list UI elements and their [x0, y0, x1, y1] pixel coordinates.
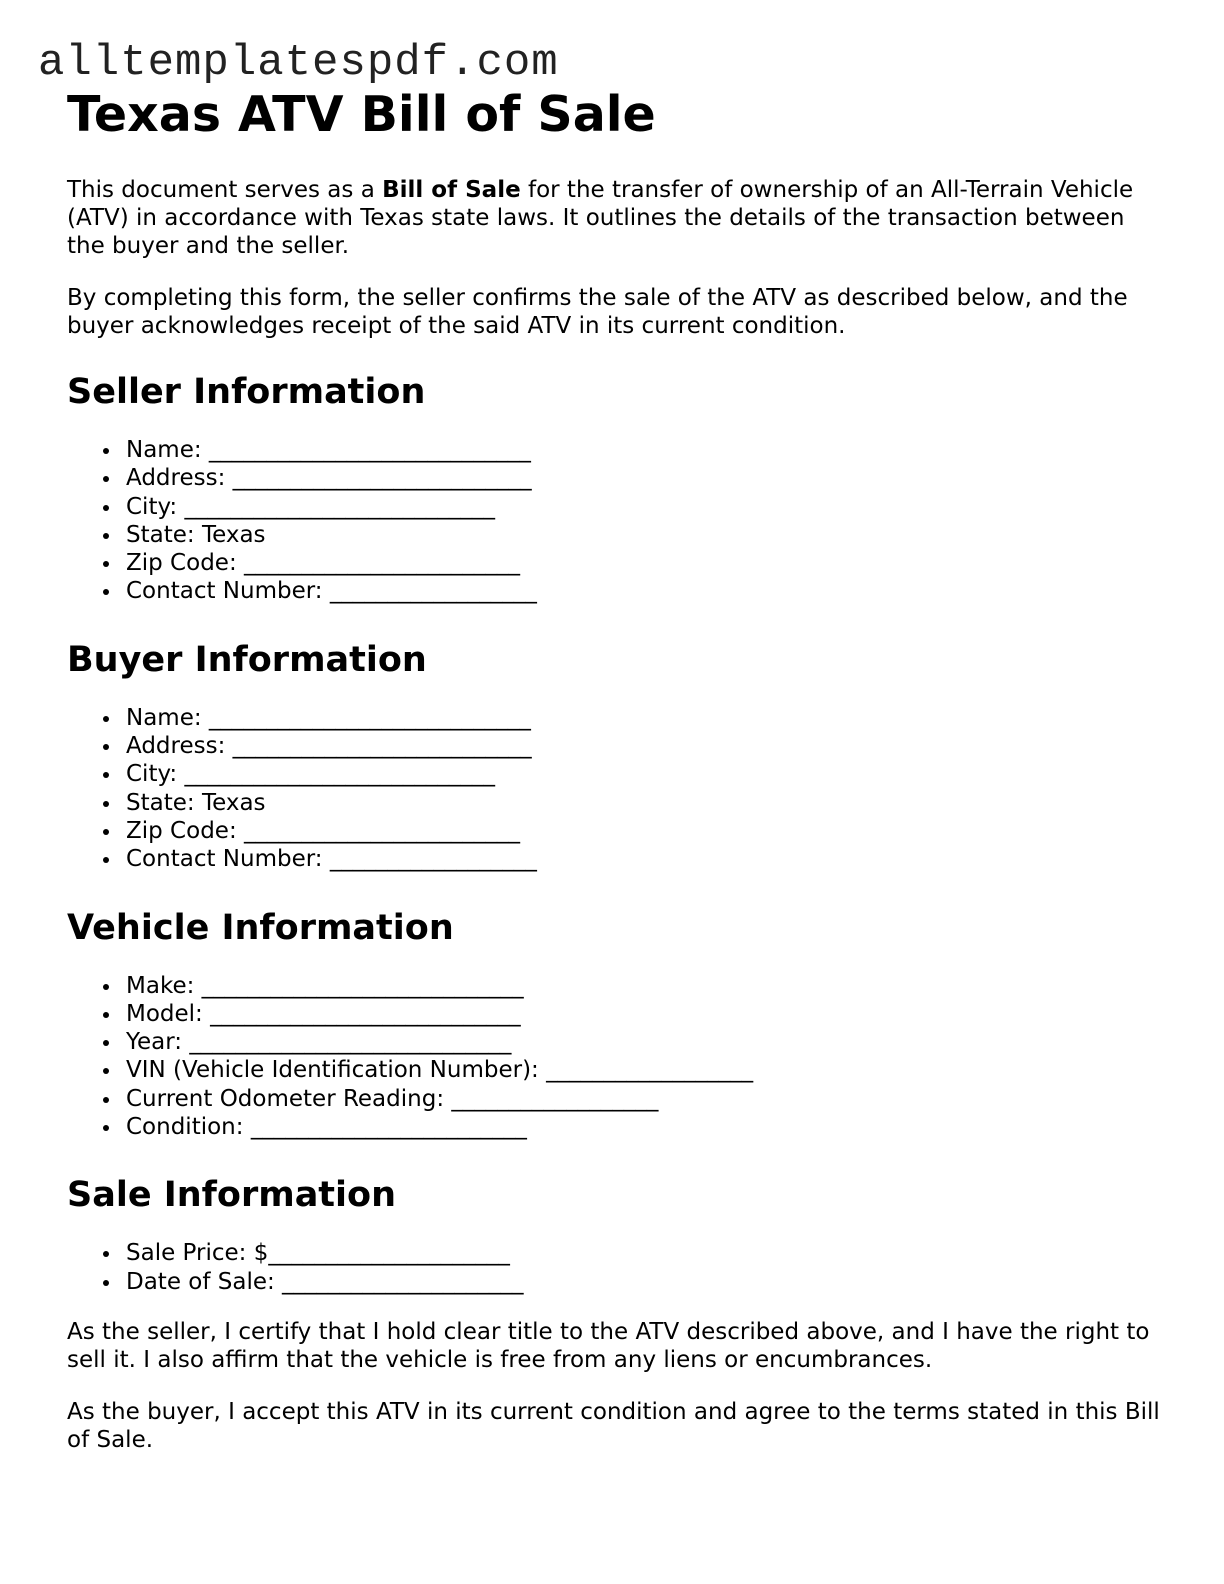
buyer-field-list — [67, 704, 1167, 874]
seller-field-list — [67, 436, 1167, 606]
seller-address-field: Address: __________________________ — [126, 464, 1167, 492]
buyer-city-field: City: ___________________________ — [126, 760, 1167, 788]
vehicle-model-field: Model: ___________________________ — [126, 1000, 1167, 1028]
intro-bold-term: Bill of Sale — [382, 177, 521, 203]
sale-date-field: Date of Sale: _____________________ — [126, 1268, 1167, 1296]
intro-text-end: for the transfer of ownership of an All-Terrain Vehicle (ATV) in accordance with Texas state laws. It outlines the details of the transaction between the buyer and the seller. — [67, 177, 1134, 259]
vehicle-vin-field: VIN (Vehicle Identification Number): __________________ — [126, 1056, 1167, 1084]
seller-name-field: Name: ____________________________ — [126, 436, 1167, 464]
seller-section-heading: Seller Information — [67, 372, 426, 412]
buyer-name-field: Name: ____________________________ — [126, 704, 1167, 732]
sale-price-field: Sale Price: $_____________________ — [126, 1239, 1167, 1267]
site-watermark: alltemplatespdf.com — [38, 38, 559, 88]
buyer-address-field: Address: __________________________ — [126, 732, 1167, 760]
seller-zip-field: Zip Code: ________________________ — [126, 549, 1167, 577]
seller-certification: As the seller, I certify that I hold clear title to the ATV described above, and I have the right to sell it. I also affirm that the vehicle is free from any liens or encumbrances. — [67, 1318, 1150, 1373]
buyer-contact-field: Contact Number: __________________ — [126, 845, 1167, 873]
confirmation-paragraph: By completing this form, the seller confirms the sale of the ATV as described below, and the buyer acknowledges receipt of the said ATV in its current condition. — [67, 285, 1128, 339]
sale-section-heading: Sale Information — [67, 1175, 396, 1216]
buyer-zip-field: Zip Code: ________________________ — [126, 817, 1167, 845]
vehicle-year-field: Year: ____________________________ — [126, 1028, 1167, 1056]
document-title: Texas ATV Bill of Sale — [67, 86, 656, 143]
buyer-acceptance: As the buyer, I accept this ATV in its current condition and agree to the terms stated in this Bill of Sale. — [67, 1398, 1160, 1453]
vehicle-section-heading: Vehicle Information — [67, 907, 454, 948]
intro-paragraph — [67, 176, 1167, 260]
seller-state-field: State: Texas — [126, 521, 1167, 549]
sale-field-list — [67, 1239, 1167, 1296]
vehicle-condition-field: Condition: ________________________ — [126, 1113, 1167, 1141]
intro-text-start: This document serves as a — [67, 177, 383, 203]
buyer-state-field: State: Texas — [126, 789, 1167, 817]
buyer-section-heading: Buyer Information — [67, 639, 427, 680]
seller-city-field: City: ___________________________ — [126, 493, 1167, 521]
vehicle-make-field: Make: ____________________________ — [126, 972, 1167, 1000]
vehicle-odometer-field: Current Odometer Reading: __________________ — [126, 1085, 1167, 1113]
document-body — [67, 86, 1167, 1454]
seller-contact-field: Contact Number: __________________ — [126, 577, 1167, 605]
vehicle-field-list — [67, 972, 1167, 1142]
